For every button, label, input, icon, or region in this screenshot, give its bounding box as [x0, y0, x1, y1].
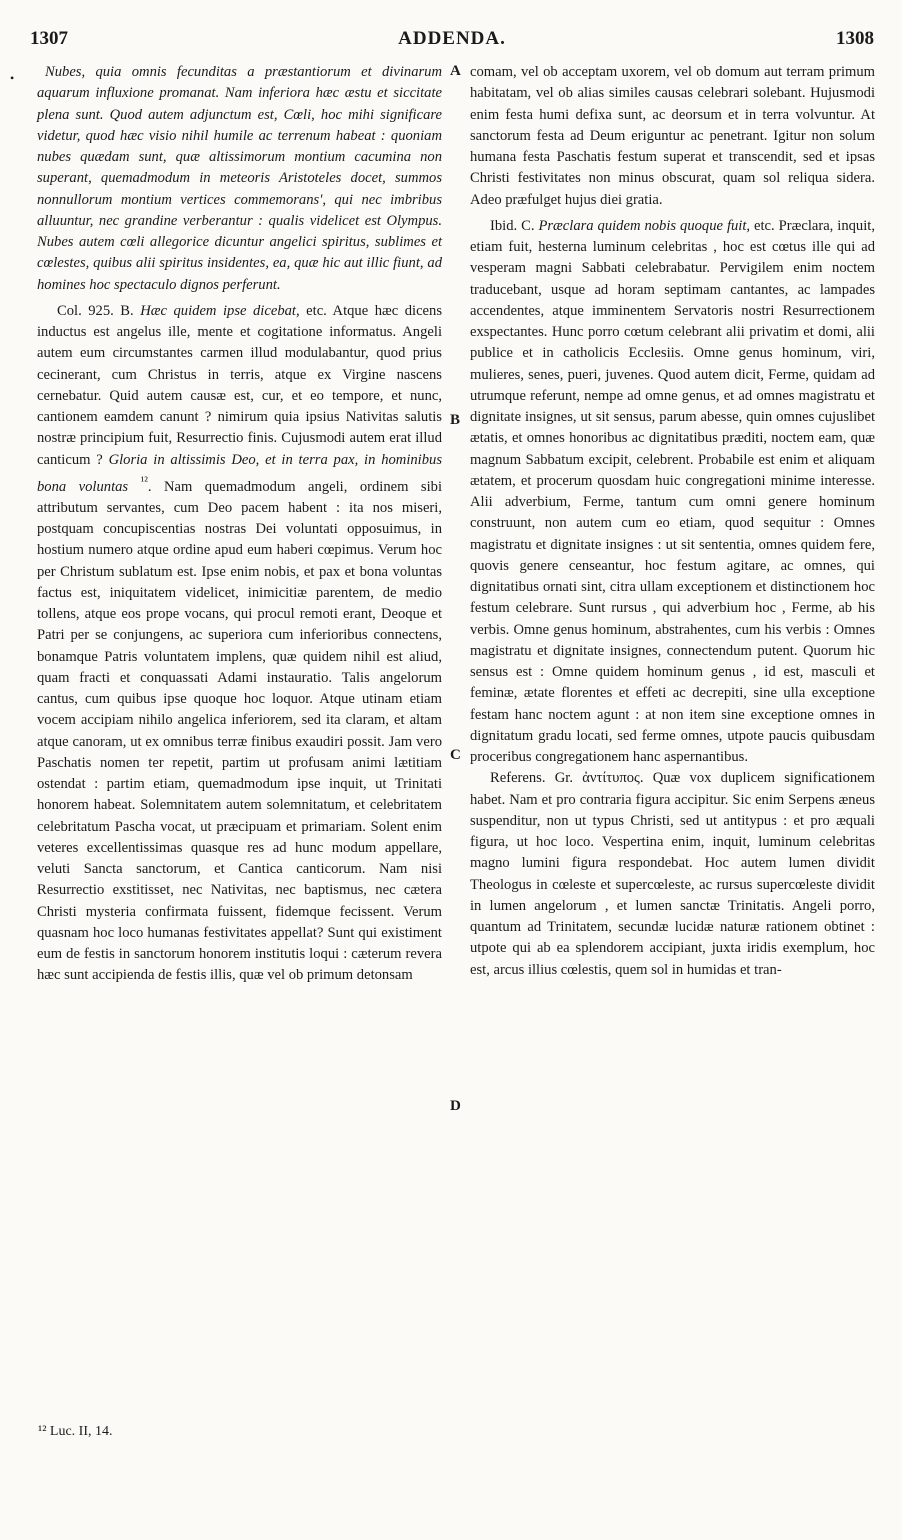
margin-dot: •: [10, 71, 15, 85]
right-p3-greek: ἀντίτυπος: [582, 770, 640, 787]
left-paragraph-2: [37, 301, 442, 987]
section-marker-a: A: [450, 63, 461, 79]
left-column: [37, 62, 442, 987]
left-p2-text: etc. Atque hæc dicens inductus est angelus ille, mente et cogitatione informatus. Angeli autem eum circumstantes carmen illud modulabantur, quod prius cecinerant, cum Christus in terris, atque ex Virgine nascens cernebatur. Quid autem causæ est, cur, et eo tempore, et nunc, cantionem eamdem canunt ? nimirum quia ipsius Nativitas salutis nostræ principium fuit, Resurrectio finis. Cujusmodi autem erat illud canticum ?: [37, 302, 443, 468]
left-p2-lemma: Hæc quidem ipse dicebat,: [140, 302, 300, 319]
page-number-left: 1307: [30, 28, 68, 49]
page-header: [30, 28, 874, 58]
page-number-right: 1308: [836, 28, 874, 49]
footnote: ¹² Luc. II, 14.: [38, 1424, 113, 1439]
right-p2-text: etc. Præclara, inquit, etiam fuit, hesterna luminum celebritas , hoc est cœtus ille qui ad vesperam magni Sabbati celebrabatur. Pervigilem enim noctem traducebant, usque ad horam septimam cantantes, ac lampades accendentes, atque imminentem Servatoris nostri Resurrectionem exspectantes. Hunc porro cœtum celebrant alii privatim et domi, alii publice et in catholicis Ecclesiis. Omne genus hominum, viri, mulieres, senes, pueri, juvenes. Quod autem dicit, Ferme, quidam ad utrumque referunt, nempe ad omne genus, et ad omnes magistratu et dignitate insignes, ut sit sensus, parum abesse, quin omnes cujuslibet ætatis, et omnes honoribus ac dignitatibus præditi, noctem eam, quæ magnum Sabbatum excipit, celebrent. Probabile est enim et aliquam ætatem, et procerum quosdam huic congregationi minime interesse. Alii adverbium, Ferme, tantum cum omni genere hominum construunt, non autem cum eo etiam, quod sequitur : Omnes magistratu et dignitate insignes : ut sit sententia, omnes quidem fere, quovis genere censeantur, hoc festum agitare, ac omnes, qui dignitatibus ornati sint, citra ullam exceptionem et distinctionem hoc festum celebrare. Sunt rursus , qui adverbium hoc , Ferme, ab his verbis. Omne genus hominum, abstrahentes, cum his verbis : Omnes magistratu et dignitate insignes, connectendum putent. Quorum hic sensus est : Omne quidem hominum genus , id est, masculi et feminæ, ætate florentes et effeti ac decrepiti, sine ulla exceptione festam hanc noctem agunt : at non item sine exceptione omnes in dignitatum gradu locati, sed ferme omnes, utpote paucis quibusdam proceribus congregationem hanc aspernantibus.: [470, 217, 875, 765]
running-title: ADDENDA.: [398, 28, 506, 49]
left-p2-quote: Gloria in altissimis Deo, et in terra pax, in hominibus bona voluntas: [37, 451, 442, 495]
right-paragraph-2: [470, 216, 875, 769]
right-p2-ref: Ibid. C.: [490, 217, 535, 234]
section-marker-b: B: [450, 412, 461, 428]
right-p3-lead: Referens. Gr.: [490, 770, 573, 787]
section-marker-d: D: [450, 1098, 461, 1114]
right-p3-text: . Quæ vox duplicem significationem habet. Nam et pro contraria figura accipitur. Sic enim Serpens æneus suspenditur, non ut typus Christi, sed ut antitypus : et pro æquali figura, ut hoc loco. Vespertina enim, inquit, luminum celebritas magno lumini figura respondebat. Hoc autem lumen dividit Theologus in cœleste et supercœleste, ac rursus supercœleste dividit in lumen angelorum , et lumen sanctæ Trinitatis. Angeli porro, quantum ad Trinitatem, secundæ lucidæ naturæ rationem obtinet : utpote qui ab ea splendorem accipiant, juxta iridis exemplum, hoc est, arcus illius cœlestis, quem sol in humidas et tran-: [470, 770, 875, 978]
right-p2-lemma: Præclara quidem nobis quoque fuit,: [538, 217, 751, 234]
left-p2-rest: . Nam quemadmodum angeli, ordinem sibi attributum servantes, cum Deo pacem habent : ita nos miseri, postquam concupiscentias nostras Dei voluntati opposuimus, in hostium numero atque ordine apud eum haberi cœpimus. Verum hoc per Christum sublatum est. Ipse enim nobis, et pax et bona voluntas factus est, iniquitatem videlicet, inimicitiæ parentem, de medio tollens, atque eos prope vocans, qui procul remoti erant, Deoque et Patri per se conjungens, ac superiora cum inferioribus connectens, bonamque Patris voluntatem implens, quæ quidem nihil est aliud, quam fracti et conquassati Adami instauratio. Talis angelorum cantus, cum quibus ipse quoque hoc loquor. Atque utinam etiam vocem accipiam nihilo angelica inferiorem, sed ita claram, et altam atque canoram, ut ex omnibus terræ finibus exaudiri possit. Jam vero Paschatis nomen ter repetit, partim ut profusam animi lætitiam ostendat : partim etiam, quemadmodum ipse inquit, ut Trinitati honorem habeat. Solemnitatem autem solemnitatum, et celebritatem celebritatum Pascha vocat, ut præcipuam et primariam. Solent enim veteres excellentissimas quasque res ad hunc modum appellare, veluti Sancta sanctorum, et Cantica canticorum. Nam nisi Resurrectio exstitisset, nec Nativitas, nec baptismus, nec cætera Christi mysteria confirmata fuissent, fidemque fecissent. Verum quasnam hoc loco humanas festivitates appellat? Sunt qui existiment eum de festis in sanctorum honorem institutis loqui : cæterum revera hæc sunt accipienda de festis illis, quæ vel ob primum detonsam: [37, 478, 443, 984]
left-p2-footnote-ref: ¹²: [140, 473, 148, 488]
right-paragraph-1: comam, vel ob acceptam uxorem, vel ob domum aut terram primum habitatam, vel ob alias similes causas celebrari solebant. Hujusmodi enim festa humi defixa sunt, ac deorsum et in terra volvuntur. At sanctorum festa ad Deum eriguntur ac penetrant. Igitur non solum humana festa Paschatis festum superat et transcendit, sed et ipsas Christi festivitates non minus obscurat, quam sol reliqua sidera. Adeo præfulget hujus diei gratia.: [470, 64, 875, 208]
section-marker-c: C: [450, 747, 461, 763]
right-column: [470, 62, 875, 981]
left-paragraph-1: [37, 62, 442, 296]
left-p2-ref: Col. 925. B.: [57, 302, 134, 319]
right-paragraph-3: [470, 768, 875, 981]
left-p1-italic: Nubes, quia omnis fecunditas a præstantiorum et divinarum aquarum influxione promanat. Nam inferiora hæc æstu et siccitate plena sunt. Quod autem adjunctum est, Cœli, hoc mihi significare videtur, quod hæc visio nihil humile ac terrenum habeat : quoniam nubes quædam sunt, quæ altissimorum montium cacumina non superant, quemadmodum in meteoris Aristoteles docet, summos nonnullorum montium vertices commemorans', qui nec imbribus alluuntur, nec grandine verberantur : qualis videlicet est Olympus. Nubes autem cœli allegorice dicuntur angelici spiritus, sublimes et cœlestes, quibus alii spiritus insidentes, ea, quæ hic aut illic fiunt, ad homines hoc spectaculo dignos perferunt.: [37, 64, 442, 293]
